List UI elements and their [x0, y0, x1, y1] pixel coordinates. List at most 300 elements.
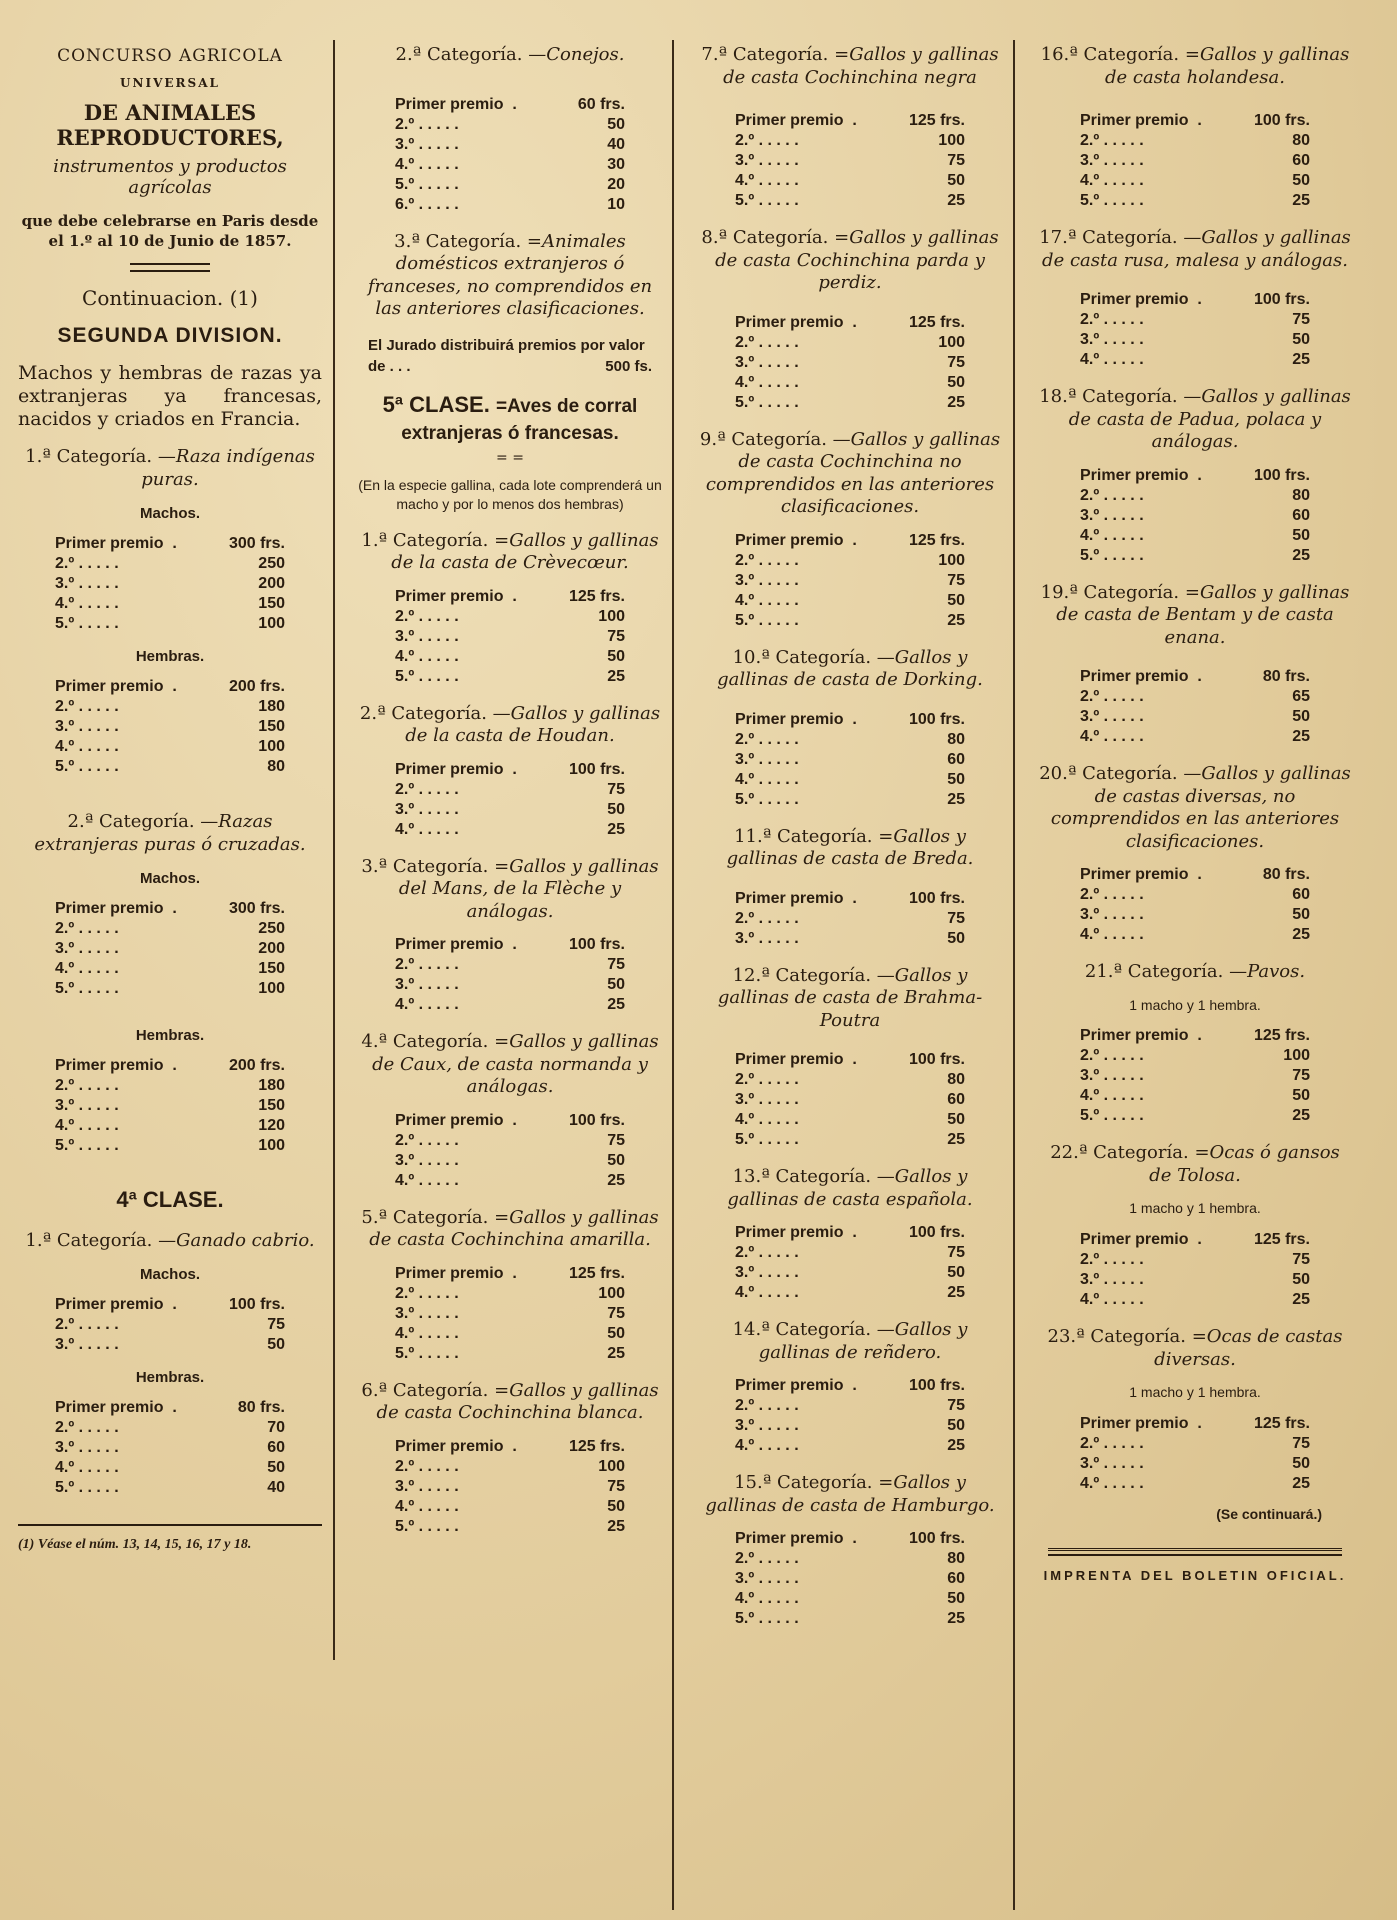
prize-amount: 80 — [1292, 132, 1310, 149]
prize-rank: 4.º . . . . . — [1080, 728, 1144, 745]
prize-row — [735, 1589, 965, 1609]
prize-amount: 75 — [607, 627, 625, 645]
prize-amount: 125 frs. — [568, 1437, 625, 1455]
prize-list — [55, 1056, 285, 1156]
prize-amount: 100 frs. — [1253, 466, 1310, 484]
prize-amount: 60 — [1292, 506, 1310, 524]
column-rule — [672, 40, 674, 1910]
prize-rank: 4.º . . . . . — [1080, 1291, 1144, 1309]
gallina-note: (En la especie gallina, cada lote comprenderá un macho y por lo menos dos hembras) — [358, 477, 662, 512]
prize-row — [395, 155, 625, 175]
prize-rank: 4.º . . . . . — [735, 373, 799, 391]
prize-amount: 75 — [1292, 1435, 1310, 1453]
prize-amount: 50 — [607, 1324, 625, 1342]
prize-row — [55, 1398, 285, 1418]
prize-amount: 300 frs. — [228, 535, 285, 553]
prize-row — [1080, 111, 1310, 131]
footnote-rule — [18, 1524, 322, 1526]
prize-rank: 2.º . . . . . — [395, 607, 459, 625]
prize-amount: 60 — [947, 1091, 965, 1108]
closing-rule — [1048, 1548, 1342, 1556]
prize-row — [1080, 667, 1310, 687]
category-heading: 10.ª Categoría. —Gallos y gallinas de casta de Dorking. — [717, 646, 983, 690]
prize-row — [55, 1295, 285, 1315]
category-heading: 2.ª Categoría. —Conejos. — [395, 44, 625, 65]
prize-row — [395, 1437, 625, 1457]
prize-amount: 80 frs. — [1262, 668, 1310, 685]
prize-rank: Primer premio . — [1080, 866, 1202, 883]
jurado-text: El Jurado distribuirá premios por valor de . . . 500 fs. — [368, 336, 652, 375]
prize-rank: 4.º . . . . . — [55, 960, 119, 978]
prize-row — [395, 1517, 625, 1537]
prize-rank: Primer premio . — [735, 1377, 857, 1394]
category-heading: 1.ª Categoría. =Gallos y gallinas de la casta de Crèvecœur. — [361, 529, 659, 574]
prize-amount: 50 — [1292, 331, 1310, 348]
subheading-machos: Machos. — [139, 505, 200, 523]
prize-rank: Primer premio . — [1080, 466, 1202, 484]
prize-rank: 3.º . . . . . — [735, 1570, 799, 1587]
prize-row — [1080, 1230, 1310, 1250]
prize-amount: 50 — [947, 770, 965, 788]
prize-amount: 25 — [947, 1610, 965, 1627]
prize-row — [1080, 526, 1310, 546]
prize-rank: Primer premio . — [395, 1264, 517, 1282]
prize-row — [735, 1090, 965, 1110]
prize-row — [1080, 1066, 1310, 1086]
prize-amount: 250 — [258, 920, 285, 938]
prize-list — [55, 1398, 285, 1498]
prize-rank: 4.º . . . . . — [55, 1117, 119, 1135]
prize-rank: 4.º . . . . . — [55, 1459, 119, 1477]
prize-row — [735, 611, 965, 631]
prize-rank: 5.º . . . . . — [1080, 546, 1144, 564]
prize-row — [395, 195, 625, 215]
category-heading: 17.ª Categoría. —Gallos y gallinas de casta rusa, malesa y análogas. — [1039, 227, 1351, 271]
prize-amount: 100 frs. — [568, 936, 625, 954]
prize-rank: 6.º . . . . . — [395, 195, 459, 213]
prize-row — [55, 959, 285, 979]
prize-row — [395, 1264, 625, 1284]
prize-list — [1080, 1230, 1310, 1310]
prize-amount: 100 — [258, 1137, 285, 1155]
prize-amount: 100 frs. — [908, 1051, 965, 1068]
prize-row — [735, 531, 965, 551]
prize-row — [395, 135, 625, 155]
category-heading: 9.ª Categoría. —Gallos y gallinas de casta Cochinchina no comprendidos en las anteriores clasificaciones. — [699, 428, 1001, 517]
prize-amount: 25 — [607, 1171, 625, 1189]
prize-amount: 50 — [1292, 1455, 1310, 1473]
prize-row — [55, 899, 285, 919]
prize-row — [395, 667, 625, 687]
prize-rank: 3.º . . . . . — [55, 575, 119, 593]
prize-rank: 3.º . . . . . — [395, 1477, 459, 1495]
prize-row — [735, 373, 965, 393]
prize-rank: 5.º . . . . . — [55, 758, 119, 776]
prize-amount: 125 frs. — [908, 112, 965, 129]
prize-rank: Primer premio . — [1080, 112, 1202, 129]
prize-row — [395, 1477, 625, 1497]
separator: = = — [496, 450, 524, 466]
prize-row — [1080, 290, 1310, 310]
header-animales: DE ANIMALES REPRODUCTORES, — [56, 100, 284, 150]
prize-amount: 25 — [947, 192, 965, 209]
prize-rank: 2.º . . . . . — [735, 909, 799, 927]
prize-list — [735, 889, 965, 949]
clase-5-title: 5ª CLASE. =Aves de corral extranjeras ó francesas. — [382, 391, 638, 445]
prize-rank: 4.º . . . . . — [395, 1324, 459, 1342]
category-heading: 11.ª Categoría. =Gallos y gallinas de casta de Breda. — [726, 825, 974, 869]
lote-note: 1 macho y 1 hembra. — [1129, 1200, 1261, 1217]
prize-amount: 100 — [938, 551, 965, 569]
prize-rank: 4.º . . . . . — [395, 820, 459, 838]
prize-amount: 50 — [947, 1264, 965, 1281]
prize-row — [395, 995, 625, 1015]
prize-row — [395, 1284, 625, 1304]
prize-row — [55, 1478, 285, 1498]
prize-rank: 2.º . . . . . — [735, 1397, 799, 1414]
prize-row — [55, 737, 285, 757]
prize-rank: 3.º . . . . . — [395, 800, 459, 818]
prize-amount: 250 — [258, 555, 285, 573]
prize-row — [395, 975, 625, 995]
prize-rank: Primer premio . — [735, 710, 857, 728]
prize-rank: 2.º . . . . . — [1080, 132, 1144, 149]
intro-paragraph: Machos y hembras de razas ya extranjeras ya francesas, nacidos y criados en Francia. — [18, 362, 322, 430]
prize-rank: 2.º . . . . . — [55, 698, 119, 716]
category-heading: 4.ª Categoría. =Gallos y gallinas de Caux, de casta normanda y análogas. — [361, 1031, 659, 1098]
prize-row — [735, 909, 965, 929]
prize-row — [395, 1111, 625, 1131]
prize-row — [735, 1529, 965, 1549]
prize-row — [55, 697, 285, 717]
prize-row — [1080, 466, 1310, 486]
prize-row — [735, 1070, 965, 1090]
prize-list — [55, 899, 285, 999]
prize-amount: 80 — [1292, 486, 1310, 504]
prize-list — [735, 313, 965, 413]
prize-amount: 25 — [1292, 728, 1310, 745]
prize-rank: 2.º . . . . . — [735, 333, 799, 351]
prize-amount: 50 — [267, 1459, 285, 1477]
prize-row — [735, 151, 965, 171]
prize-row — [395, 1497, 625, 1517]
prize-rank: 5.º . . . . . — [55, 615, 119, 633]
prize-amount: 120 — [258, 1117, 285, 1135]
prize-row — [735, 1416, 965, 1436]
prize-row — [1080, 171, 1310, 191]
prize-amount: 100 frs. — [908, 1224, 965, 1241]
prize-rank: 4.º . . . . . — [395, 1171, 459, 1189]
prize-amount: 75 — [947, 1397, 965, 1414]
prize-rank: 4.º . . . . . — [1080, 526, 1144, 544]
prize-rank: 2.º . . . . . — [55, 555, 119, 573]
prize-amount: 100 frs. — [908, 1530, 965, 1547]
prize-rank: 2.º . . . . . — [1080, 311, 1144, 328]
prize-amount: 50 — [947, 373, 965, 391]
prize-amount: 200 frs. — [228, 678, 285, 696]
prize-rank: 3.º . . . . . — [735, 152, 799, 169]
prize-row — [395, 760, 625, 780]
prize-row — [735, 710, 965, 730]
prize-rank: Primer premio . — [735, 1530, 857, 1547]
prize-amount: 50 — [607, 976, 625, 994]
category-heading: 2.ª Categoría. —Razas extranjeras puras ó cruzadas. — [34, 811, 306, 855]
prize-row — [55, 1096, 285, 1116]
prize-rank: Primer premio . — [1080, 1415, 1202, 1433]
prize-amount: 25 — [1292, 351, 1310, 368]
prize-list — [395, 95, 625, 215]
prize-amount: 125 frs. — [908, 531, 965, 549]
prize-rank: 4.º . . . . . — [735, 1111, 799, 1128]
prize-amount: 75 — [1292, 311, 1310, 328]
prize-amount: 125 frs. — [568, 587, 625, 605]
prize-row — [395, 1131, 625, 1151]
prize-row — [735, 551, 965, 571]
prize-rank: 3.º . . . . . — [395, 135, 459, 153]
prize-amount: 50 — [607, 800, 625, 818]
prize-row — [735, 571, 965, 591]
prize-row — [735, 1130, 965, 1150]
prize-amount: 125 frs. — [1253, 1231, 1310, 1249]
prize-row — [1080, 1086, 1310, 1106]
prize-amount: 25 — [1292, 192, 1310, 209]
prize-amount: 300 frs. — [228, 900, 285, 918]
prize-list — [1080, 865, 1310, 945]
prize-row — [55, 1116, 285, 1136]
prize-row — [1080, 1250, 1310, 1270]
prize-amount: 100 frs. — [1253, 112, 1310, 129]
prize-rank: 2.º . . . . . — [1080, 688, 1144, 705]
prize-amount: 100 frs. — [1253, 291, 1310, 308]
prize-row — [1080, 905, 1310, 925]
prize-amount: 25 — [947, 611, 965, 629]
prize-row — [55, 1315, 285, 1335]
prize-rank: 4.º . . . . . — [395, 1497, 459, 1515]
category-heading: 23.ª Categoría. =Ocas de castas diversas. — [1047, 1326, 1343, 1370]
prize-rank: 4.º . . . . . — [1080, 1087, 1144, 1105]
column-4 — [1030, 0, 1360, 1920]
subheading-hembras: Hembras. — [135, 1027, 205, 1045]
prize-rank: 3.º . . . . . — [55, 1439, 119, 1457]
prize-row — [735, 1110, 965, 1130]
category-heading: 12.ª Categoría. —Gallos y gallinas de casta de Brahma-Poutra — [717, 964, 983, 1031]
prize-rank: 5.º . . . . . — [735, 192, 799, 209]
prize-rank: 2.º . . . . . — [735, 730, 799, 748]
prize-row — [55, 554, 285, 574]
category-heading: 21.ª Categoría. —Pavos. — [1084, 961, 1306, 982]
prize-amount: 25 — [947, 1284, 965, 1301]
prize-amount: 75 — [1292, 1067, 1310, 1085]
prize-amount: 40 — [607, 135, 625, 153]
prize-rank: 5.º . . . . . — [735, 790, 799, 808]
prize-rank: 2.º . . . . . — [735, 1244, 799, 1261]
prize-row — [55, 677, 285, 697]
prize-amount: 25 — [607, 996, 625, 1014]
prize-list — [395, 587, 625, 687]
prize-row — [735, 1263, 965, 1283]
prize-rank: 4.º . . . . . — [395, 155, 459, 173]
prize-row — [55, 534, 285, 554]
clase-4-title: 4ª CLASE. — [116, 1187, 224, 1213]
prize-row — [735, 790, 965, 810]
prize-list — [55, 534, 285, 634]
prize-list — [395, 935, 625, 1015]
prize-amount: 150 — [258, 960, 285, 978]
prize-row — [1080, 727, 1310, 747]
prize-rank: Primer premio . — [55, 678, 177, 696]
category-heading: 5.ª Categoría. =Gallos y gallinas de casta Cochinchina amarilla. — [361, 1206, 659, 1251]
prize-row — [55, 717, 285, 737]
prize-amount: 125 frs. — [1253, 1415, 1310, 1433]
prize-row — [735, 171, 965, 191]
prize-row — [1080, 1270, 1310, 1290]
prize-row — [1080, 1290, 1310, 1310]
prize-row — [735, 750, 965, 770]
prize-amount: 75 — [607, 956, 625, 974]
category-heading: 18.ª Categoría. —Gallos y gallinas de casta de Padua, polaca y análogas. — [1039, 386, 1351, 452]
prize-list — [735, 111, 965, 211]
column-1 — [10, 0, 330, 1920]
prize-row — [735, 1436, 965, 1456]
prize-row — [1080, 687, 1310, 707]
prize-row — [1080, 151, 1310, 171]
prize-row — [735, 1223, 965, 1243]
prize-list — [1080, 1026, 1310, 1126]
prize-row — [55, 1056, 285, 1076]
separator — [130, 263, 210, 272]
prize-amount: 50 — [947, 172, 965, 189]
prize-amount: 80 — [267, 758, 285, 776]
prize-list — [1080, 466, 1310, 566]
prize-rank: Primer premio . — [395, 95, 517, 113]
prize-row — [395, 935, 625, 955]
prize-rank: 2.º . . . . . — [1080, 886, 1144, 903]
category-heading: 20.ª Categoría. —Gallos y gallinas de castas diversas, no comprendidos en las anteriores clasificaciones. — [1039, 763, 1351, 852]
category-heading: 19.ª Categoría. =Gallos y gallinas de casta de Bentam y de casta enana. — [1040, 581, 1350, 648]
prize-amount: 100 frs. — [908, 889, 965, 907]
prize-row — [1080, 1474, 1310, 1494]
prize-row — [1080, 885, 1310, 905]
subheading-machos: Machos. — [139, 1266, 200, 1284]
prize-amount: 50 — [947, 1111, 965, 1128]
prize-list — [395, 1111, 625, 1191]
prize-list — [1080, 111, 1310, 211]
prize-amount: 50 — [947, 591, 965, 609]
prize-amount: 50 — [607, 1151, 625, 1169]
prize-row — [1080, 546, 1310, 566]
prize-row — [1080, 330, 1310, 350]
prize-rank: 3.º . . . . . — [735, 1264, 799, 1281]
prize-rank: Primer premio . — [735, 313, 857, 331]
prize-row — [1080, 350, 1310, 370]
prize-row — [395, 1457, 625, 1477]
prize-rank: 4.º . . . . . — [735, 1437, 799, 1454]
prize-rank: 4.º . . . . . — [395, 647, 459, 665]
prize-rank: Primer premio . — [735, 112, 857, 129]
prize-rank: 5.º . . . . . — [735, 393, 799, 411]
prize-list — [735, 1376, 965, 1456]
prize-list — [735, 1223, 965, 1303]
prize-rank: Primer premio . — [735, 1051, 857, 1068]
prize-amount: 75 — [947, 353, 965, 371]
prize-amount: 100 frs. — [908, 1377, 965, 1394]
prize-row — [1080, 1454, 1310, 1474]
prize-amount: 65 — [1292, 688, 1310, 705]
prize-amount: 100 frs. — [568, 1111, 625, 1129]
prize-rank: 5.º . . . . . — [55, 1137, 119, 1155]
prize-row — [735, 313, 965, 333]
prize-amount: 25 — [1292, 1475, 1310, 1493]
prize-rank: 5.º . . . . . — [735, 1131, 799, 1148]
category-heading: 15.ª Categoría. =Gallos y gallinas de casta de Hamburgo. — [705, 1472, 995, 1516]
prize-amount: 180 — [258, 698, 285, 716]
prize-amount: 200 — [258, 575, 285, 593]
prize-rank: 2.º . . . . . — [735, 132, 799, 149]
prize-amount: 75 — [947, 571, 965, 589]
prize-rank: 2.º . . . . . — [55, 1316, 119, 1334]
column-2 — [350, 0, 670, 1920]
prize-rank: Primer premio . — [735, 889, 857, 907]
category-heading: 7.ª Categoría. =Gallos y gallinas de casta Cochinchina negra — [701, 44, 999, 88]
prize-rank: 2.º . . . . . — [55, 1419, 119, 1437]
prize-amount: 75 — [607, 1477, 625, 1495]
imprenta-footer: IMPRENTA DEL BOLETIN OFICIAL. — [1043, 1568, 1347, 1584]
category-heading: 1.ª Categoría. —Ganado cabrio. — [25, 1229, 315, 1251]
prize-list — [735, 710, 965, 810]
category-heading: 2.ª Categoría. —Gallos y gallinas de la casta de Houdan. — [359, 702, 661, 747]
prize-rank: Primer premio . — [395, 1437, 517, 1455]
prize-amount: 50 — [607, 1497, 625, 1515]
prize-row — [1080, 1434, 1310, 1454]
prize-row — [735, 353, 965, 373]
prize-row — [1080, 925, 1310, 945]
prize-rank: 4.º . . . . . — [735, 1284, 799, 1301]
prize-amount: 100 — [598, 1284, 625, 1302]
prize-amount: 75 — [607, 1304, 625, 1322]
prize-list — [395, 1437, 625, 1537]
prize-row — [55, 1458, 285, 1478]
prize-row — [1080, 506, 1310, 526]
prize-amount: 100 — [938, 132, 965, 149]
prize-row — [735, 591, 965, 611]
prize-row — [395, 627, 625, 647]
prize-amount: 25 — [607, 820, 625, 838]
prize-rank: 3.º . . . . . — [735, 1091, 799, 1108]
prize-list — [395, 760, 625, 840]
category-heading: 8.ª Categoría. =Gallos y gallinas de casta Cochinchina parda y perdiz. — [701, 227, 999, 293]
prize-rank: Primer premio . — [735, 1224, 857, 1241]
prize-amount: 100 — [938, 333, 965, 351]
prize-rank: 3.º . . . . . — [735, 750, 799, 768]
prize-amount: 125 frs. — [1253, 1027, 1310, 1045]
prize-amount: 80 — [947, 1550, 965, 1567]
prize-row — [735, 1609, 965, 1629]
prize-amount: 50 — [1292, 1087, 1310, 1105]
prize-amount: 75 — [607, 1131, 625, 1149]
prize-amount: 100 frs. — [908, 710, 965, 728]
header-universal: UNIVERSAL — [120, 76, 220, 90]
prize-rank: 3.º . . . . . — [395, 627, 459, 645]
prize-row — [55, 1438, 285, 1458]
prize-amount: 75 — [267, 1316, 285, 1334]
prize-rank: Primer premio . — [55, 1296, 177, 1314]
prize-row — [1080, 865, 1310, 885]
prize-amount: 50 — [947, 929, 965, 947]
prize-rank: 2.º . . . . . — [395, 780, 459, 798]
prize-amount: 75 — [947, 909, 965, 927]
prize-list — [735, 531, 965, 631]
prize-row — [55, 757, 285, 777]
